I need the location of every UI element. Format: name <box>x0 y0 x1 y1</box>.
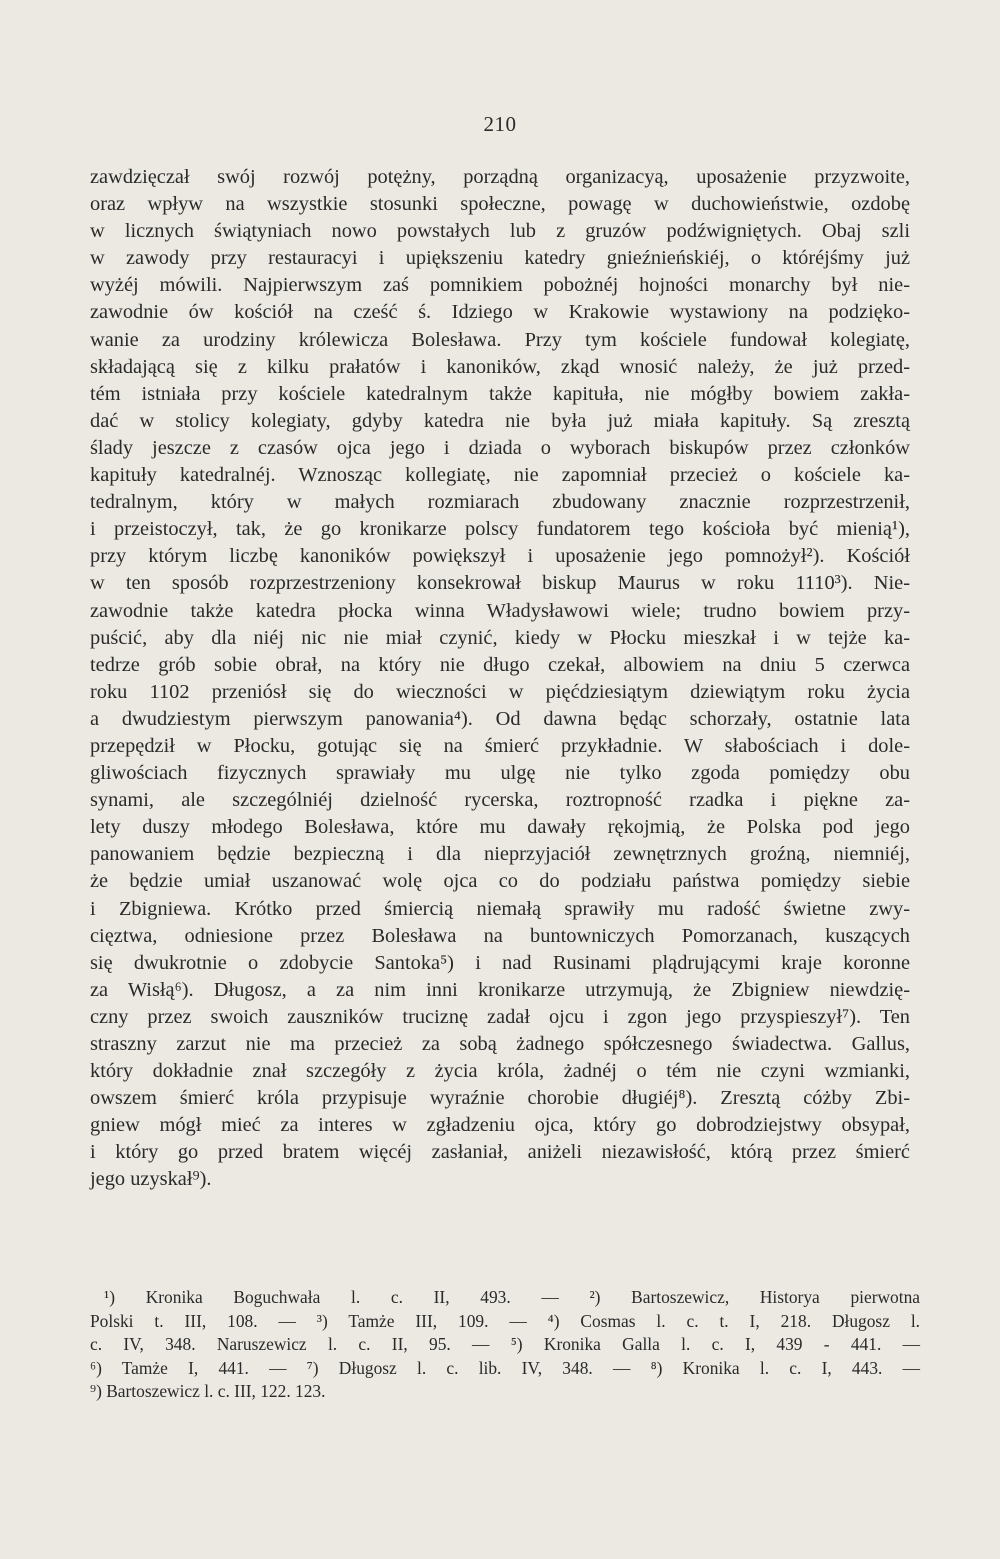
footnotes <box>90 1286 920 1404</box>
body-line: w zawody przy restauracyi i upiększeniu katedry gnieźnieńskiéj, o któréjśmy już <box>90 247 910 270</box>
footnote-line: Polski t. III, 108. — ³) Tamże III, 109. — ⁴) Cosmas l. c. t. I, 218. Długosz l. <box>90 1310 920 1331</box>
body-line: lety duszy młodego Bolesława, które mu dawały rękojmią, że Polska pod jego <box>90 816 910 839</box>
body-line: czny przez swoich zauszników truciznę zadał ojcu i zgon jego przyspieszył⁷). Ten <box>90 1005 910 1028</box>
body-line: w licznych świątyniach nowo powstałych lub z gruzów podźwigniętych. Obaj szli <box>90 220 910 243</box>
body-line: gniew mógł mieć za interes w zgładzeniu ojca, który go dobrodziejstwy obsypał, <box>90 1114 910 1137</box>
body-line: owszem śmierć króla przypisuje wyraźnie chorobie długiéj⁸). Zresztą cóżby Zbi- <box>90 1087 910 1110</box>
body-line: że będzie umiał uszanować wolę ojca co do podziału państwa pomiędzy siebie <box>90 870 910 893</box>
body-line: dać w stolicy kolegiaty, gdyby katedra nie była już miała kapituły. Są zresztą <box>90 409 910 432</box>
body-line: wanie za urodziny królewicza Bolesława. Przy tym kościele fundował kolegiatę, <box>90 328 910 351</box>
footnote-line: ¹) Kronika Boguchwała l. c. II, 493. — ²) Bartoszewicz, Historya pierwotna <box>104 1287 920 1307</box>
body-line: cięztwa, odniesione przez Bolesława na buntowniczych Pomorzanach, kuszących <box>90 924 910 947</box>
footnote-line: ⁶) Tamże I, 441. — ⁷) Długosz l. c. lib. IV, 348. — ⁸) Kronika l. c. I, 443. — <box>90 1357 920 1378</box>
footnote-line: c. IV, 348. Naruszewicz l. c. II, 95. — ⁵) Kronika Galla l. c. I, 439 - 441. — <box>90 1334 920 1355</box>
body-line: tedralnym, który w małych rozmiarach zbudowany znacznie rozprzestrzenił, <box>90 491 910 514</box>
body-line: puścić, aby dla niéj nic nie miał czynić, kiedy w Płocku mieszkał i w tejże ka- <box>90 626 910 649</box>
body-line: a dwudziestym pierwszym panowania⁴). Od dawna będąc schorzały, ostatnie lata <box>90 707 910 730</box>
body-line: gliwościach fizycznych sprawiały mu ulgę nie tylko zgoda pomiędzy obu <box>90 762 910 785</box>
body-line: tedrze grób sobie obrał, na który nie długo czekał, albowiem na dniu 5 czerwca <box>90 653 910 676</box>
body-line: składającą się z kilku prałatów i kanoników, zkąd wnosić należy, że już przed- <box>90 355 910 378</box>
body-line: w ten sposób rozprzestrzeniony konsekrował biskup Maurus w roku 1110³). Nie- <box>90 572 910 595</box>
body-line: jego uzyskał⁹). <box>90 1168 212 1191</box>
body-line: zawodnie także katedra płocka winna Władysławowi wiele; trudno bowiem przy- <box>90 599 910 622</box>
body-line: za Wisłą⁶). Długosz, a za nim inni kronikarze utrzymują, że Zbigniew niewdzię- <box>90 978 910 1001</box>
body-line: panowaniem będzie bezpieczną i dla nieprzyjaciół zewnętrznych groźną, niemniéj, <box>90 843 910 866</box>
body-line: przepędził w Płocku, gotując się na śmierć przykładnie. W słabościach i dole- <box>90 734 910 757</box>
body-line: kapituły katedralnéj. Wznosząc kollegiatę, nie zapomniał przecież o kościele ka- <box>90 464 910 487</box>
body-line: i Zbigniewa. Krótko przed śmiercią niemałą sprawiły mu radość świetne zwy- <box>90 897 910 920</box>
body-line: tém istniała przy kościele katedralnym także kapituła, nie mógłby bowiem zakła- <box>90 382 910 405</box>
footnote-line: ⁹) Bartoszewicz l. c. III, 122. 123. <box>90 1381 326 1402</box>
page-number: 210 <box>483 112 517 136</box>
body-line: zawdzięczał swój rozwój potężny, porządną organizacyą, uposażenie przyzwoite, <box>90 166 910 188</box>
body-line: przy którym liczbę kanoników powiększył i uposażenie jego pomnożył²). Kościół <box>90 545 910 568</box>
body-line: synami, ale szczególniéj dzielność rycerska, roztropność rzadka i piękne za- <box>90 789 910 812</box>
body-line: się dwukrotnie o zdobycie Santoka⁵) i nad Rusinami plądrującymi kraje koronne <box>90 951 910 974</box>
body-line: i przeistoczył, tak, że go kronikarze polscy fundatorem tego kościoła być mienią¹), <box>90 518 910 541</box>
body-line: wyżéj mówili. Najpierwszym zaś pomnikiem pobożnéj hojności monarchy był nie- <box>90 274 910 297</box>
body-line: straszny zarzut nie ma przecież za sobą żadnego spółczesnego świadectwa. Gallus, <box>90 1033 910 1055</box>
body-line: roku 1102 przeniósł się do wieczności w pięćdziesiątym dziewiątym roku życia <box>90 680 910 703</box>
body-line: zawodnie ów kościół na cześć ś. Idziego w Krakowie wystawiony na podzięko- <box>90 301 910 324</box>
body-text <box>90 164 910 1194</box>
body-line: który dokładnie znał szczegóły z życia króla, żadnéj o tém nie czyni wzmianki, <box>90 1060 910 1083</box>
body-line: ślady jeszcze z czasów ojca jego i dziada o wyborach biskupów przez członków <box>90 436 910 459</box>
body-line: i który go przed bratem więcéj zasłaniał, aniżeli niezawisłość, którą przez śmierć <box>90 1141 910 1164</box>
body-line: oraz wpływ na wszystkie stosunki społeczne, powagę w duchowieństwie, ozdobę <box>90 193 910 216</box>
